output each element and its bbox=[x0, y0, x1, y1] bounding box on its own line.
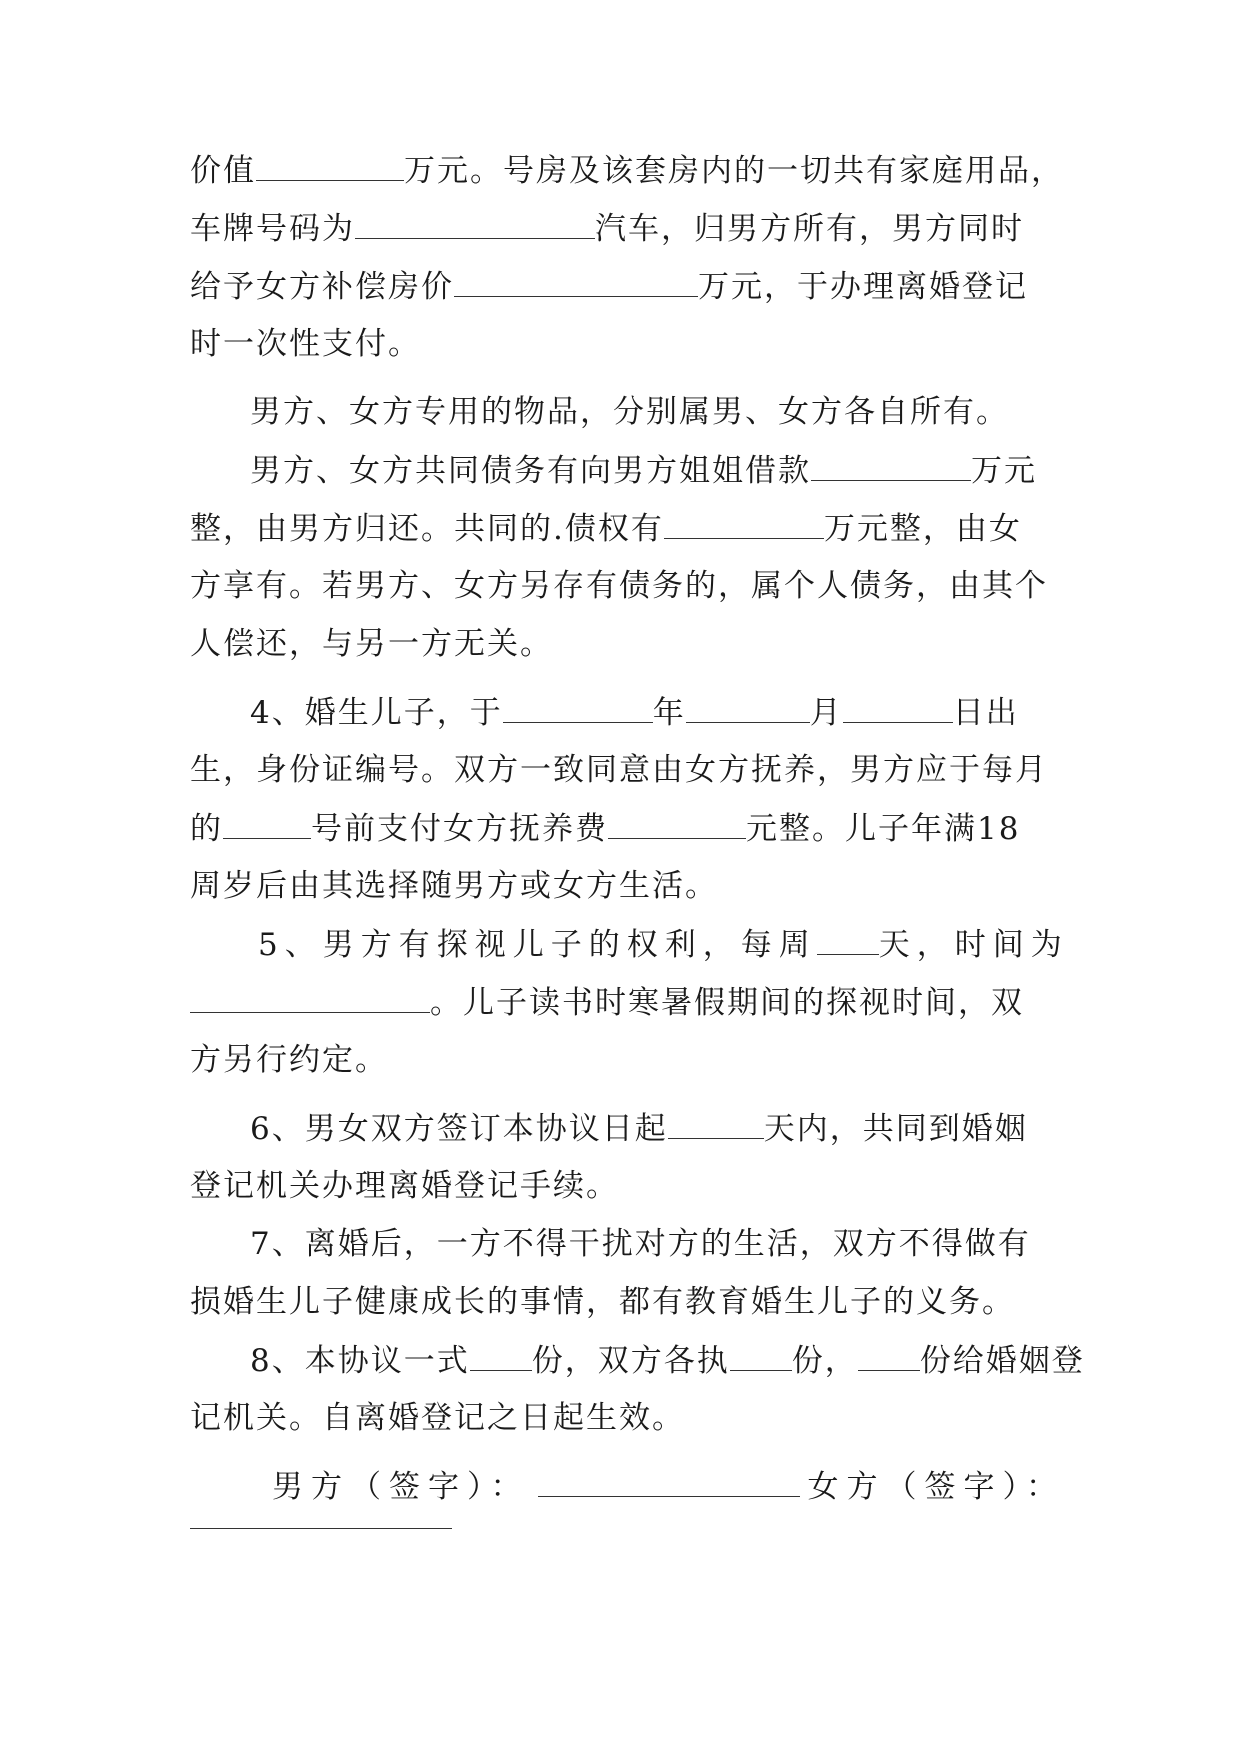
fill-blank bbox=[256, 150, 404, 181]
text-segment: 8、本协议一式 bbox=[250, 1343, 470, 1379]
text-segment: 7、离婚后，一方不得干扰对方的生活，双方不得做有 bbox=[250, 1226, 1031, 1262]
fill-blank bbox=[190, 982, 430, 1013]
fill-blank bbox=[686, 692, 810, 723]
text-segment: 月 bbox=[809, 695, 843, 731]
text-segment: 登记机关办理离婚登记手续。 bbox=[190, 1168, 619, 1204]
fill-blank bbox=[858, 1340, 920, 1371]
text-segment: 周岁后由其选择随男方或女方生活。 bbox=[190, 868, 718, 904]
text-segment: 。儿子读书时寒暑假期间的探视时间，双 bbox=[430, 985, 1024, 1021]
text-segment: 万元整，由女 bbox=[823, 511, 1022, 547]
fill-blank bbox=[817, 924, 879, 955]
fill-blank bbox=[811, 450, 971, 481]
husband-signature-label: 男方（签字）： bbox=[272, 1469, 530, 1505]
fill-blank bbox=[843, 692, 953, 723]
fill-blank bbox=[355, 208, 595, 239]
text-line bbox=[190, 566, 1050, 606]
text-line bbox=[190, 1398, 1050, 1438]
text-segment: 万元。号房及该套房内的一切共有家庭用品， bbox=[404, 153, 1064, 189]
husband-signature-blank bbox=[538, 1466, 800, 1497]
text-segment: 天内，共同到婚姻 bbox=[763, 1111, 1028, 1147]
text-segment: 日出 bbox=[952, 695, 1019, 731]
text-segment: 万元，于办理离婚登记 bbox=[698, 269, 1028, 305]
text-segment: 万元 bbox=[971, 453, 1037, 489]
text-line bbox=[190, 266, 1050, 306]
text-segment: 人偿还，与另一方无关。 bbox=[190, 626, 553, 662]
text-segment: 方享有。若男方、女方另存有债务的，属个人债务，由其个 bbox=[190, 568, 1048, 604]
text-segment: 6、男女双方签订本协议日起 bbox=[250, 1111, 668, 1147]
text-segment: 汽车，归男方所有，男方同时 bbox=[595, 211, 1024, 247]
text-segment: 男方、女方专用的物品，分别属男、女方各自所有。 bbox=[250, 394, 1009, 430]
text-line bbox=[250, 450, 1110, 490]
text-line bbox=[190, 624, 1050, 664]
text-segment: 生，身份证编号。双方一致同意由女方抚养，男方应于每月 bbox=[190, 752, 1048, 788]
text-segment: 记机关。自离婚登记之日起生效。 bbox=[190, 1400, 685, 1436]
text-segment: 方另行约定。 bbox=[190, 1042, 388, 1078]
text-line bbox=[258, 924, 1069, 964]
wife-signature-label: 女方（签字）： bbox=[807, 1469, 1065, 1505]
text-segment: 号前支付女方抚养费 bbox=[311, 811, 608, 847]
text-segment: 元整。儿子年满18 bbox=[746, 811, 1021, 847]
text-line bbox=[250, 1340, 1110, 1380]
text-line bbox=[190, 982, 1050, 1022]
text-segment: 整，由男方归还。共同的.债权有 bbox=[190, 511, 664, 547]
text-segment: 给予女方补偿房价 bbox=[190, 269, 454, 305]
text-line bbox=[250, 1108, 1110, 1148]
text-line bbox=[190, 324, 1050, 364]
text-line bbox=[190, 1166, 1050, 1206]
text-segment: 损婚生儿子健康成长的事情，都有教育婚生儿子的义务。 bbox=[190, 1284, 1015, 1320]
text-line bbox=[190, 150, 1064, 190]
text-segment: 价值 bbox=[190, 153, 256, 189]
text-segment: 年 bbox=[652, 695, 686, 731]
text-segment: 天，时间为 bbox=[878, 927, 1069, 963]
text-line bbox=[250, 392, 1110, 432]
text-segment: 份，双方各执 bbox=[531, 1343, 730, 1379]
text-line bbox=[190, 866, 1050, 906]
text-segment: 时一次性支付。 bbox=[190, 326, 421, 362]
text-line bbox=[190, 750, 1050, 790]
fill-blank bbox=[503, 692, 653, 723]
text-line bbox=[190, 1282, 1050, 1322]
fill-blank bbox=[223, 808, 311, 839]
fill-blank bbox=[470, 1340, 532, 1371]
text-line bbox=[190, 508, 1050, 548]
text-line bbox=[190, 208, 1050, 248]
signature-line bbox=[272, 1466, 1065, 1506]
fill-blank bbox=[730, 1340, 792, 1371]
text-line bbox=[250, 692, 1110, 732]
text-line bbox=[190, 1040, 1050, 1080]
wife-signature-blank bbox=[190, 1528, 452, 1529]
text-segment: 的 bbox=[190, 811, 223, 847]
text-segment: 份， bbox=[791, 1343, 858, 1379]
fill-blank bbox=[664, 508, 824, 539]
text-segment: 男方、女方共同债务有向男方姐姐借款 bbox=[250, 453, 811, 489]
text-segment: 车牌号码为 bbox=[190, 211, 355, 247]
text-segment: 份给婚姻登 bbox=[919, 1343, 1085, 1379]
text-line bbox=[190, 808, 1050, 848]
text-line bbox=[250, 1224, 1110, 1264]
fill-blank bbox=[454, 266, 698, 297]
text-segment: 4、婚生儿子，于 bbox=[250, 695, 503, 731]
text-segment: 5、男方有探视儿子的权利，每周 bbox=[258, 927, 817, 963]
fill-blank bbox=[668, 1108, 764, 1139]
fill-blank bbox=[608, 808, 746, 839]
